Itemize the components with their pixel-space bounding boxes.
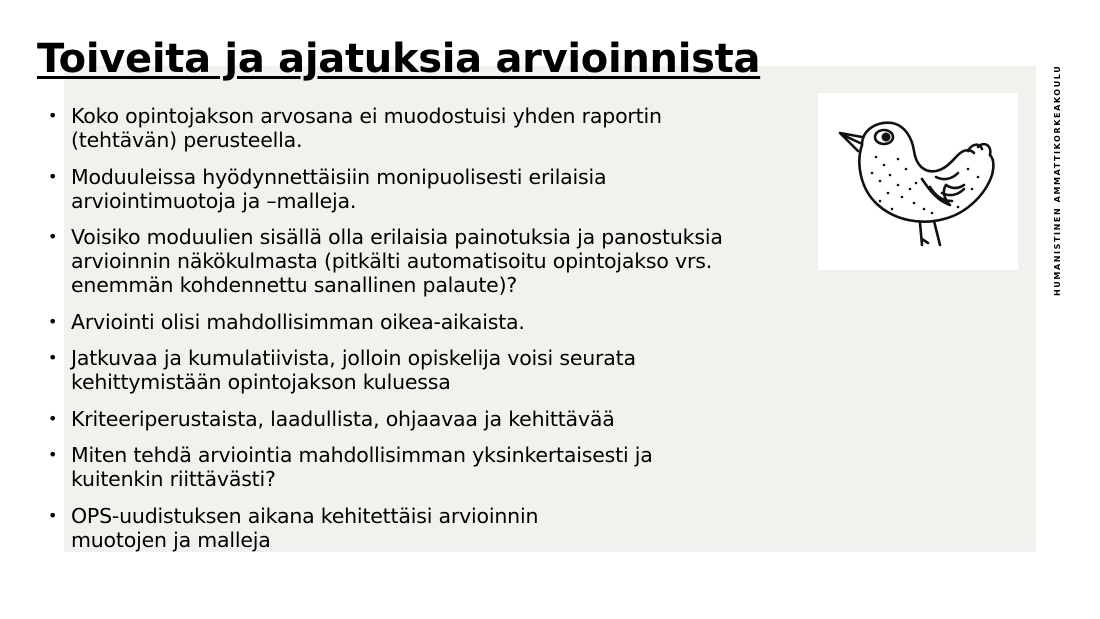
bullet-line: OPS-uudistuksen aikana kehitettäisi arvioinnin: [71, 503, 539, 528]
bullet-line: Voisiko moduulien sisällä olla erilaisia painotuksia ja panostuksia: [71, 225, 723, 249]
bullet-item-2: [48, 165, 808, 213]
bullet-line: arviointimuotoja ja –malleja.: [71, 188, 357, 213]
bullet-line: Kriteeriperustaista, laadullista, ohjaavaa ja kehittävää: [71, 406, 615, 431]
bullet-dot: •: [48, 227, 58, 246]
bullet-item-1: [48, 104, 808, 152]
bullet-dot: •: [48, 408, 58, 428]
bird-icon: [818, 93, 1018, 270]
bullet-item-5: [48, 346, 808, 394]
bullet-line: Miten tehdä arviointia mahdollisimman yksinkertaisesti ja: [71, 443, 653, 467]
bullet-line: Jatkuvaa ja kumulatiivista, jolloin opiskelija voisi seurata: [71, 346, 636, 370]
bullet-list: [48, 104, 808, 564]
bullet-item-7: [48, 443, 808, 491]
bullet-item-3: [48, 225, 808, 297]
bullet-dot: •: [48, 166, 58, 186]
bullet-item-4: [48, 310, 808, 334]
bullet-line: kehittymistään opintojakson kuluessa: [71, 370, 451, 394]
bullet-line: kuitenkin riittävästi?: [71, 467, 276, 491]
bullet-line: Koko opintojakson arvosana ei muodostuisi yhden raportin: [71, 104, 662, 128]
bullet-line: enemmän kohdennettu sanallinen palaute)?: [71, 273, 518, 297]
bullet-dot: •: [48, 348, 58, 367]
bullet-line: Arviointi olisi mahdollisimman oikea-aikaista.: [71, 309, 525, 334]
bullet-line: arvioinnin näkökulmasta (pitkälti automatisoitu opintojakso vrs.: [71, 249, 713, 273]
bullet-item-8: [48, 504, 808, 552]
bullet-dot: •: [48, 445, 58, 464]
bullet-dot: •: [48, 311, 58, 331]
bullet-item-6: [48, 407, 808, 431]
bullet-dot: •: [48, 106, 58, 125]
bullet-dot: •: [48, 505, 58, 525]
bullet-line: Moduuleissa hyödynnettäisiin monipuolisesti erilaisia: [71, 164, 607, 189]
bullet-line: (tehtävän) perusteella.: [71, 128, 303, 152]
bullet-line: muotojen ja malleja: [71, 527, 271, 552]
bird-illustration: [818, 93, 1018, 270]
organization-name: HUMANISTINEN AMMATTIKORKEAKOULU: [1053, 64, 1062, 296]
slide-title: Toiveita ja ajatuksia arvioinnista: [37, 36, 761, 82]
